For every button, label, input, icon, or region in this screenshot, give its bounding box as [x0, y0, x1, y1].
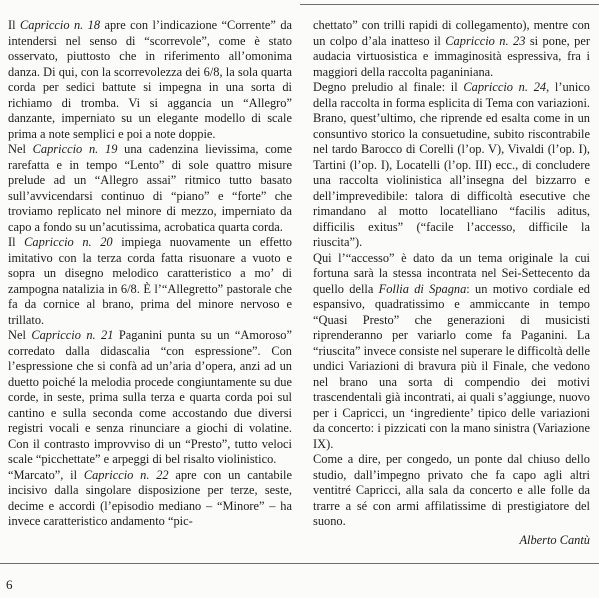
page-number: 6 — [6, 577, 13, 592]
bottom-rule — [0, 563, 599, 564]
paragraph: Il Capriccio n. 18 apre con l’indicazione “Corrente” da intendersi nel senso di “scorrevole”, come è stato osservato, piuttosto che in riferimento all’omonima danza. Di qui, con la scorrevolezza dei 6/8, la sola quarta corda per sedici battute si impegna in una sorta di richiamo di tromba. Vi si aggancia un “Allegro” danzante, imperniato su un elegante modello di scale prima a note semplici e poi a note doppie. — [8, 18, 293, 141]
paragraph: Nel Capriccio n. 21 Paganini punta su un “Amoroso” corredato dalla didascalia “con espressione”. Con l’espressione che si confà ad un’aria d’opera, anzi ad un duetto poiché la melodia procede congiuntamente su due corde, in seste, prima sulla terza e quarta corda poi sul cantino e sulla seconda come accostando due diversi registri vocali e senza rinunciare a giochi di volatine. Con il contrasto improvviso di un “Presto”, tutto veloci scale “picchettate” e arpeggi di bel risalto violinistico. — [8, 328, 293, 466]
paragraph: “Marcato”, il Capriccio n. 22 apre con un cantabile incisivo dalla singolare disposizione per terze, seste, decime e accordi (l’episodio mediano – “Minore” – ha invece caratteristico andamento “pic- — [8, 467, 292, 528]
paragraph: Qui l’“accesso” è dato da un tema originale la cui fortuna sarà la stessa incontrata nel Sei-Settecento da quello della Follia di Spagna: un motivo cordiale ed espansivo, quadratissimo e ammiccante in tempo “Quasi Presto” che generazioni di musicisti riprenderanno per variarlo come fa Paganini. La “riuscita” invece consiste nel superare le difficoltà delle undici Variazioni di bravura più il Finale, che vedono nel brano una sorta di compendio dei motivi trascendentali già incontrati, ai quali s’aggiunge, nuovo per i Capricci, un ‘ingrediente’ tipico delle variazioni da concerto: i pizzicati con la mano sinistra (Variazione IX). — [313, 250, 590, 451]
paragraph: Il Capriccio n. 20 impiega nuovamente un effetto imitativo con la terza corda fatta risuonare a vuoto e sopra un disegno melodico caratteristico a mo’ di zampogna natalizia in 6/8. È l’“Allegretto” pastorale che fa da cornice al brano, prima del minore nervoso e trillato. — [8, 235, 293, 327]
paragraph: Come a dire, per congedo, un ponte dal chiuso dello studio, dall’impegno privato che fa capo agli altri ventitré Capricci, alla sala da concerto e alle folle da trarre a sé con armi affilatissime di prestigiatore del suono. — [313, 452, 590, 528]
paragraph: Nel Capriccio n. 19 una cadenzina lievissima, come rarefatta e in tempo “Lento” di sole quattro misure prelude ad un “Allegro assai” ritmico tutto basato sull’avvicendarsi continuo di “piano” e “forte” che troviamo replicato nel minore di mezzo, imperniato da capo a fondo su un’acutissima, acrobatica quarta corda. — [8, 142, 293, 234]
top-rule — [300, 4, 599, 5]
left-column — [8, 18, 292, 530]
paragraph: Degno preludio al finale: il Capriccio n. 24, l’unico della raccolta in forma esplicita di Tema con variazioni. Brano, quest’ultimo, che riprende ed esalta come in un consuntivo storico la consuetudine, subito riscontrabile nel tardo Barocco di Corelli (l’op. V), Vivaldi (l’op. I), Tartini (l’op. I), Locatelli (l’op. III) ecc., di concludere una raccolta violinistica all’insegna del bizzarro e dell’imprevedibile: talora di difficoltà esecutive che rimandano al motto locatelliano “facilis aditus, difficilis exitus” (“facile l’accesso, difficile la riuscita”). — [313, 80, 591, 249]
author-signature: Alberto Cantù — [519, 533, 590, 547]
right-column — [313, 18, 590, 530]
paragraph: chettato” con trilli rapidi di collegamento), mentre con un colpo d’ala inatteso il Capriccio n. 23 si pone, per audacia virtuosistica e immaginosità espressiva, fra i maggiori della raccolta paganiniana. — [313, 18, 591, 79]
